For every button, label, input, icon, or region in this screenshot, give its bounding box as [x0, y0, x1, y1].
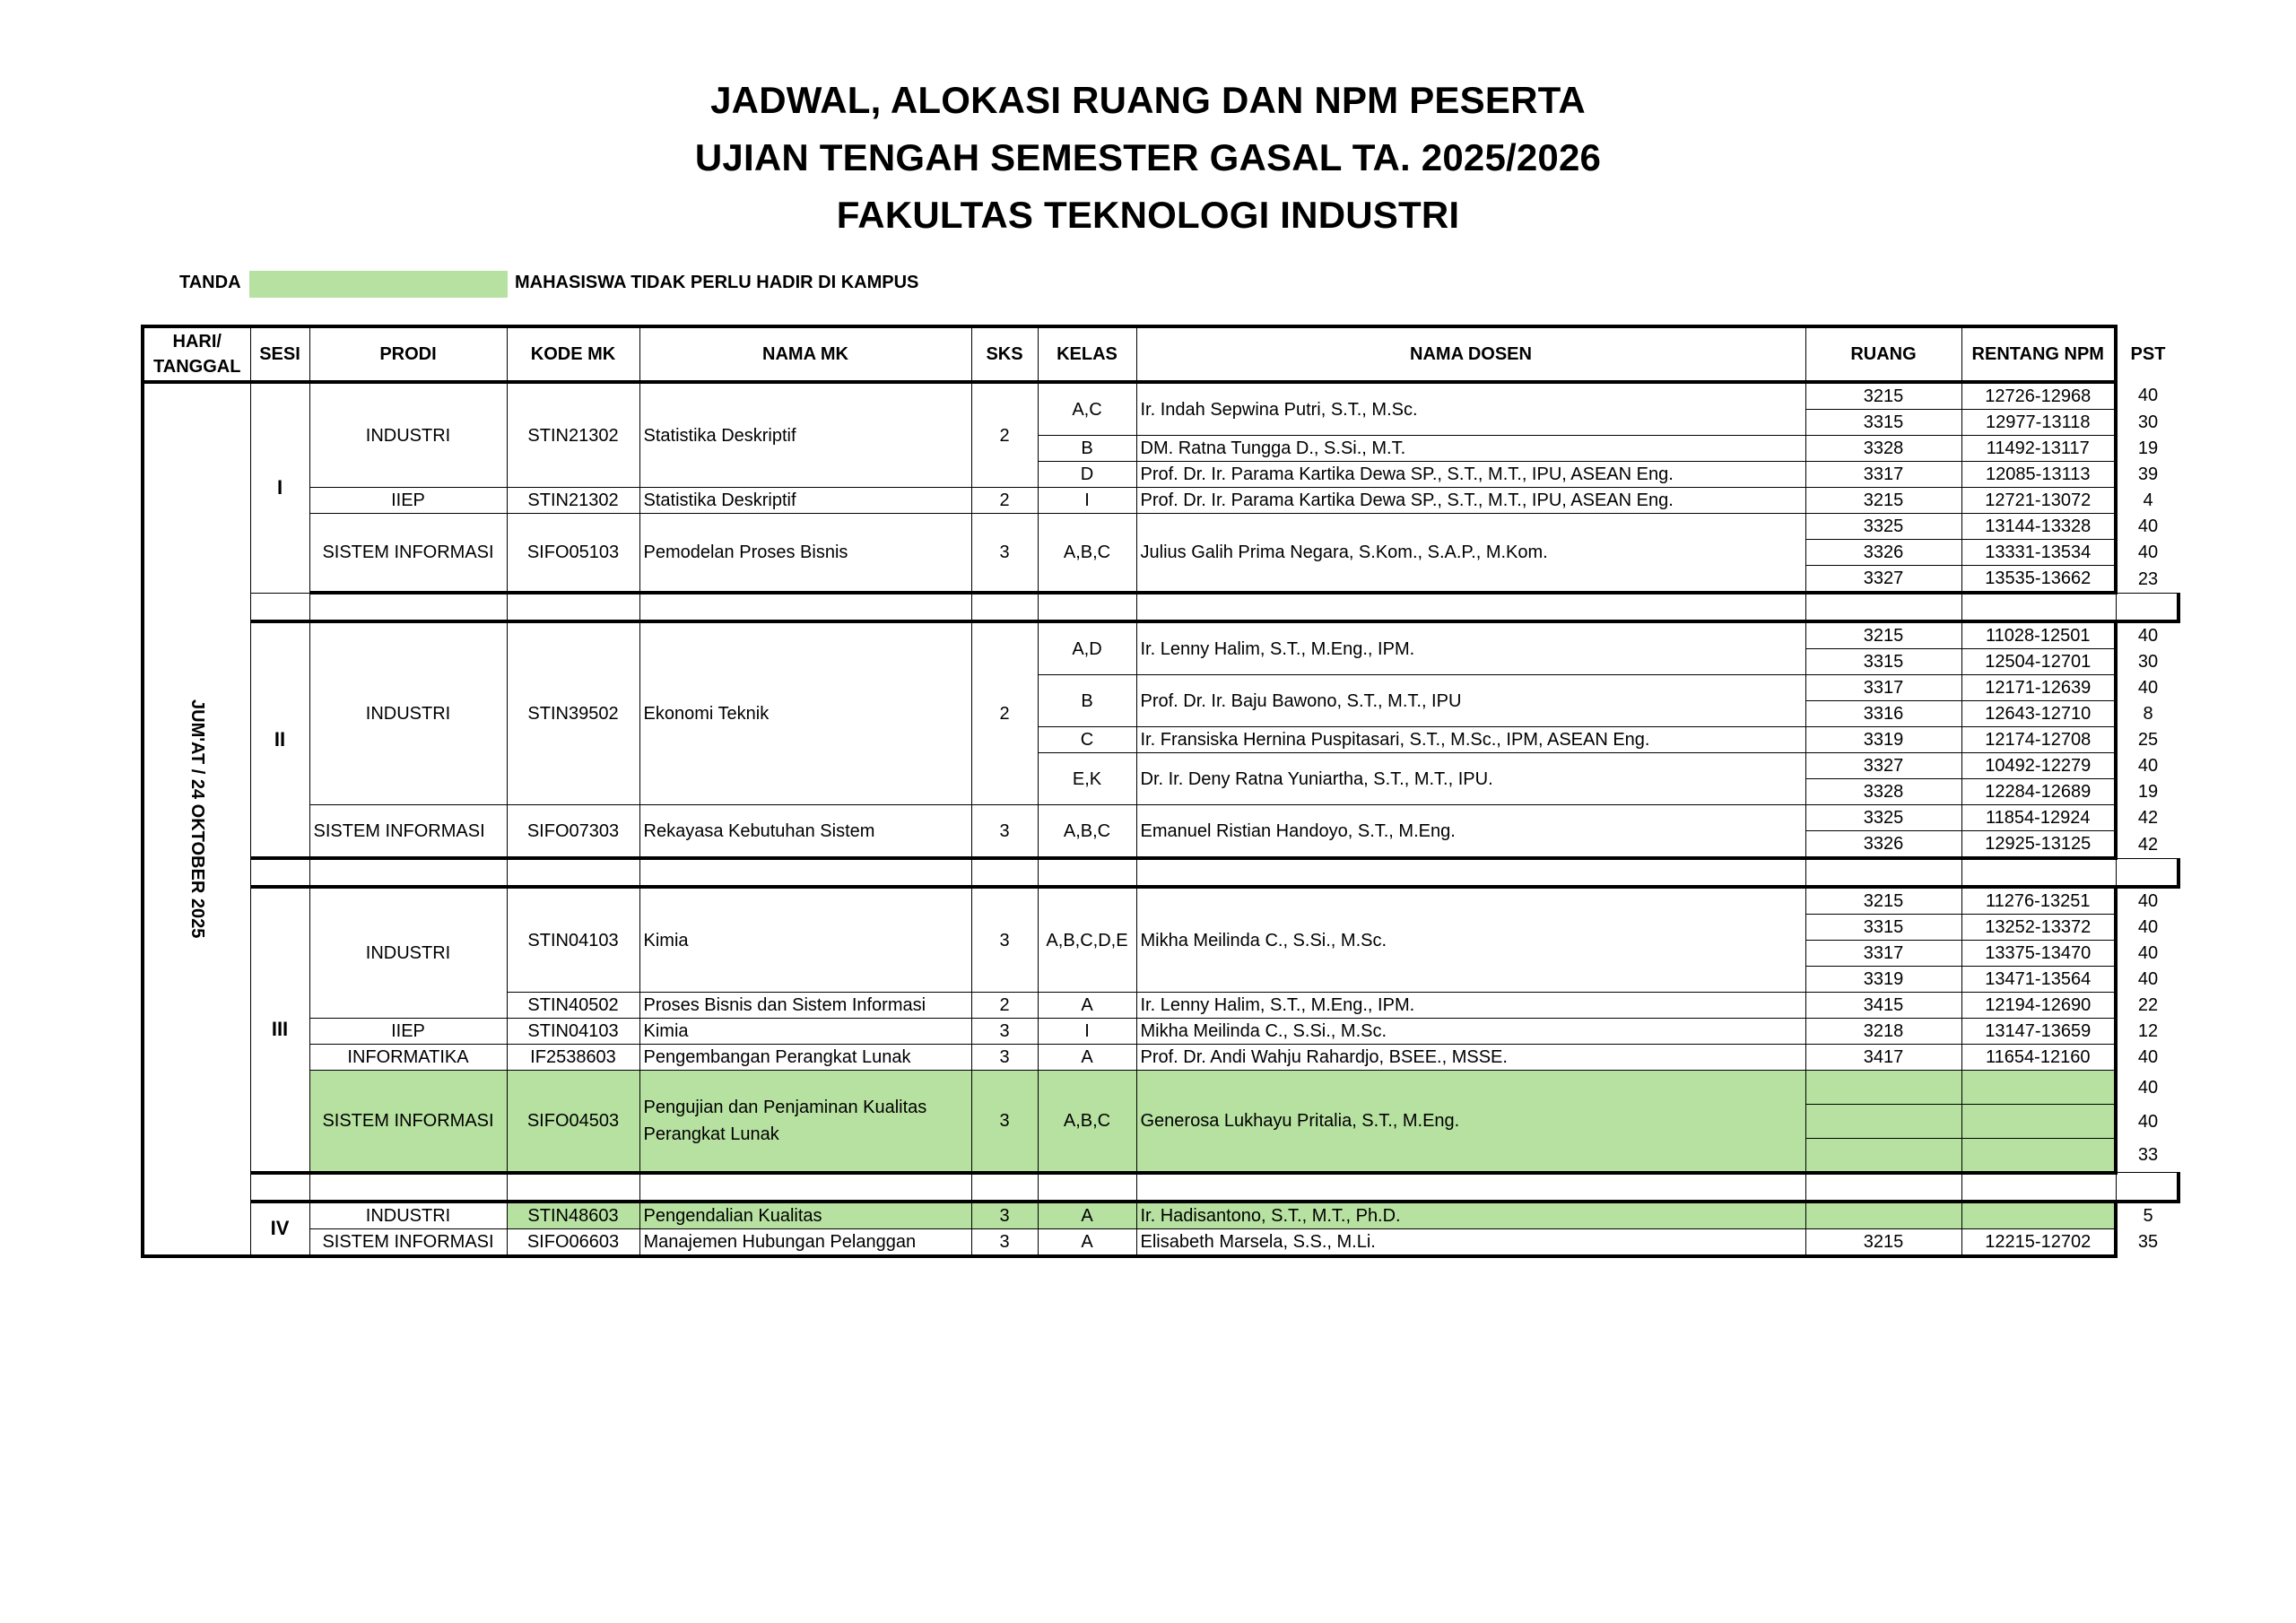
nama-mk-cell: Rekayasa Kebutuhan Sistem [639, 805, 971, 859]
pst-cell: 35 [2137, 1232, 2159, 1253]
sks-cell: 2 [971, 488, 1038, 514]
pst-cell: 40 [2137, 1111, 2159, 1132]
kelas-cell: A [1038, 1202, 1136, 1229]
page-title-line-1: JADWAL, ALOKASI RUANG DAN NPM PESERTA [710, 79, 1586, 121]
col-header-sesi: SESI [250, 326, 309, 382]
pst-cell: 39 [2137, 464, 2159, 484]
pst-cell: 40 [2137, 542, 2159, 562]
col-header-pst: PST [2130, 344, 2166, 364]
dosen-cell: Dr. Ir. Deny Ratna Yuniartha, S.T., M.T., IPU. [1136, 753, 1805, 805]
pst-cell: 40 [2137, 943, 2159, 963]
prodi-cell: IIEP [309, 488, 507, 514]
prodi-cell: SISTEM INFORMASI [309, 1228, 507, 1256]
prodi-cell: SISTEM INFORMASI [309, 514, 507, 594]
col-header-ruang: RUANG [1805, 326, 1961, 382]
kelas-cell: D [1038, 462, 1136, 488]
pst-cell: 40 [2137, 386, 2159, 406]
ruang-cell: 3215 [1805, 488, 1961, 514]
prodi-cell: INDUSTRI [309, 621, 507, 805]
ruang-cell: 3317 [1805, 675, 1961, 701]
npm-cell: 11028-12501 [1961, 621, 2116, 649]
kode-cell: SIFO04503 [507, 1071, 639, 1173]
ruang-cell: 3327 [1805, 753, 1961, 779]
kelas-cell: A,B,C,D,E [1038, 887, 1136, 993]
sks-cell: 3 [971, 1045, 1038, 1071]
legend-label: TANDA [179, 273, 241, 292]
kode-cell: STIN48603 [507, 1202, 639, 1229]
sesi-cell: II [250, 621, 309, 858]
kode-cell: STIN21302 [507, 488, 639, 514]
npm-cell: 11654-12160 [1961, 1045, 2116, 1071]
npm-cell: 12174-12708 [1961, 727, 2116, 753]
npm-cell: 12085-13113 [1961, 462, 2116, 488]
dosen-cell: Prof. Dr. Ir. Parama Kartika Dewa SP., S.T., M.T., IPU, ASEAN Eng. [1136, 488, 1805, 514]
prodi-cell: INFORMATIKA [309, 1045, 507, 1071]
ruang-cell: 3317 [1805, 941, 1961, 967]
kode-cell: IF2538603 [507, 1045, 639, 1071]
kode-cell: STIN04103 [507, 1019, 639, 1045]
pst-cell: 40 [2137, 678, 2159, 698]
ruang-cell [1805, 1105, 1961, 1139]
table-row [143, 887, 2189, 915]
dosen-cell: Ir. Indah Sepwina Putri, S.T., M.Sc. [1136, 382, 1805, 436]
dosen-cell: Prof. Dr. Andi Wahju Rahardjo, BSEE., MSSE. [1136, 1045, 1805, 1071]
col-header-sks: SKS [971, 326, 1038, 382]
dosen-cell: Ir. Fransiska Hernina Puspitasari, S.T., M.Sc., IPM, ASEAN Eng. [1136, 727, 1805, 753]
ruang-cell: 3319 [1805, 967, 1961, 993]
ruang-cell: 3315 [1805, 649, 1961, 675]
ruang-cell: 3315 [1805, 915, 1961, 941]
kelas-cell: I [1038, 488, 1136, 514]
ruang-cell: 3326 [1805, 831, 1961, 859]
dosen-cell: Elisabeth Marsela, S.S., M.Li. [1136, 1228, 1805, 1256]
day-cell: JUM'AT / 24 OKTOBER 2025 [143, 382, 250, 1256]
dosen-cell: Julius Galih Prima Negara, S.Kom., S.A.P., M.Kom. [1136, 514, 1805, 594]
kelas-cell: B [1038, 675, 1136, 727]
ruang-cell: 3218 [1805, 1019, 1961, 1045]
npm-cell: 13144-13328 [1961, 514, 2116, 540]
table-row [143, 1019, 2189, 1045]
nama-mk-cell: Statistika Deskriptif [639, 488, 971, 514]
npm-cell: 12504-12701 [1961, 649, 2116, 675]
ruang-cell: 3215 [1805, 1228, 1961, 1256]
nama-mk-cell: Manajemen Hubungan Pelanggan [639, 1228, 971, 1256]
ruang-cell [1805, 1071, 1961, 1105]
pst-cell: 4 [2143, 490, 2153, 510]
nama-mk-cell: Proses Bisnis dan Sistem Informasi [639, 993, 971, 1019]
sks-cell: 3 [971, 887, 1038, 993]
sks-cell: 3 [971, 514, 1038, 594]
npm-cell: 11276-13251 [1961, 887, 2116, 915]
schedule-table [141, 325, 2191, 1258]
table-row [143, 1202, 2189, 1229]
kelas-cell: A,B,C [1038, 1071, 1136, 1173]
kode-cell: STIN40502 [507, 993, 639, 1019]
kelas-cell: A,B,C [1038, 514, 1136, 594]
pst-cell: 40 [2137, 917, 2159, 937]
npm-cell: 13331-13534 [1961, 540, 2116, 566]
pst-cell: 40 [2137, 1077, 2159, 1098]
table-row [143, 1071, 2189, 1105]
nama-mk-cell: Ekonomi Teknik [639, 621, 971, 805]
sks-cell: 3 [971, 1202, 1038, 1229]
pst-cell: 23 [2137, 568, 2159, 589]
pst-cell: 40 [2137, 969, 2159, 989]
kode-cell: STIN39502 [507, 621, 639, 805]
npm-cell: 13375-13470 [1961, 941, 2116, 967]
pst-cell: 8 [2143, 704, 2153, 724]
kode-cell: SIFO06603 [507, 1228, 639, 1256]
kode-cell: STIN04103 [507, 887, 639, 993]
ruang-cell: 3317 [1805, 462, 1961, 488]
table-row [143, 805, 2189, 831]
pst-cell: 30 [2137, 652, 2159, 672]
npm-cell [1961, 1105, 2116, 1139]
dosen-cell: Generosa Lukhayu Pritalia, S.T., M.Eng. [1136, 1071, 1805, 1173]
npm-cell: 12194-12690 [1961, 993, 2116, 1019]
kelas-cell: A [1038, 1228, 1136, 1256]
ruang-cell: 3417 [1805, 1045, 1961, 1071]
prodi-cell: SISTEM INFORMASI [309, 1071, 507, 1173]
dosen-cell: Mikha Meilinda C., S.Si., M.Sc. [1136, 887, 1805, 993]
ruang-cell: 3328 [1805, 436, 1961, 462]
legend-text: MAHASISWA TIDAK PERLU HADIR DI KAMPUS [515, 273, 919, 292]
kelas-cell: I [1038, 1019, 1136, 1045]
col-header-dosen: NAMA DOSEN [1136, 326, 1805, 382]
page-title-line-3: FAKULTAS TEKNOLOGI INDUSTRI [836, 194, 1460, 236]
prodi-cell: SISTEM INFORMASI [309, 805, 507, 859]
sks-cell: 3 [971, 1228, 1038, 1256]
col-header-hari: HARI/ TANGGAL [143, 326, 250, 382]
npm-cell: 13252-13372 [1961, 915, 2116, 941]
kelas-cell: B [1038, 436, 1136, 462]
pst-cell: 40 [2137, 891, 2159, 912]
pst-cell: 40 [2137, 756, 2159, 776]
col-header-kode: KODE MK [507, 326, 639, 382]
pst-cell: 19 [2137, 782, 2159, 802]
col-header-prodi: PRODI [309, 326, 507, 382]
sks-cell: 3 [971, 805, 1038, 859]
col-header-nama-mk: NAMA MK [639, 326, 971, 382]
col-header-kelas: KELAS [1038, 326, 1136, 382]
kode-cell: STIN21302 [507, 382, 639, 488]
spacer-row [143, 858, 2189, 887]
table-row [143, 514, 2189, 540]
ruang-cell: 3327 [1805, 566, 1961, 594]
ruang-cell [1805, 1202, 1961, 1229]
ruang-cell: 3215 [1805, 621, 1961, 649]
pst-cell: 33 [2137, 1145, 2159, 1166]
pst-cell: 25 [2137, 730, 2159, 750]
kelas-cell: E,K [1038, 753, 1136, 805]
npm-cell: 12726-12968 [1961, 382, 2116, 410]
npm-cell [1961, 1202, 2116, 1229]
dosen-cell: Ir. Lenny Halim, S.T., M.Eng., IPM. [1136, 993, 1805, 1019]
kelas-cell: A,B,C [1038, 805, 1136, 859]
ruang-cell: 3325 [1805, 805, 1961, 831]
sks-cell: 2 [971, 621, 1038, 805]
sks-cell: 2 [971, 993, 1038, 1019]
prodi-cell: IIEP [309, 1019, 507, 1045]
ruang-cell: 3328 [1805, 779, 1961, 805]
nama-mk-cell: Pengembangan Perangkat Lunak [639, 1045, 971, 1071]
pst-cell: 42 [2137, 834, 2159, 855]
kelas-cell: A [1038, 1045, 1136, 1071]
pst-cell: 30 [2137, 412, 2159, 432]
page-title-line-2: UJIAN TENGAH SEMESTER GASAL TA. 2025/2026 [694, 136, 1602, 178]
pst-cell: 42 [2137, 808, 2159, 828]
ruang-cell: 3315 [1805, 410, 1961, 436]
spacer-row [143, 593, 2189, 621]
npm-cell: 12215-12702 [1961, 1228, 2116, 1256]
npm-cell: 13471-13564 [1961, 967, 2116, 993]
kode-cell: SIFO07303 [507, 805, 639, 859]
npm-cell: 12643-12710 [1961, 701, 2116, 727]
table-row [143, 1045, 2189, 1071]
npm-cell: 12171-12639 [1961, 675, 2116, 701]
npm-cell [1961, 1139, 2116, 1173]
ruang-cell: 3415 [1805, 993, 1961, 1019]
npm-cell: 12284-12689 [1961, 779, 2116, 805]
ruang-cell: 3325 [1805, 514, 1961, 540]
kode-cell: SIFO05103 [507, 514, 639, 594]
dosen-cell: Mikha Meilinda C., S.Si., M.Sc. [1136, 1019, 1805, 1045]
ruang-cell: 3319 [1805, 727, 1961, 753]
table-row [143, 488, 2189, 514]
npm-cell: 12721-13072 [1961, 488, 2116, 514]
table-row [143, 382, 2189, 410]
pst-cell: 40 [2137, 516, 2159, 536]
ruang-cell: 3316 [1805, 701, 1961, 727]
spacer-row [143, 1173, 2189, 1202]
dosen-cell: Prof. Dr. Ir. Baju Bawono, S.T., M.T., IPU [1136, 675, 1805, 727]
table-row [143, 1228, 2189, 1256]
npm-cell: 13147-13659 [1961, 1019, 2116, 1045]
sks-cell: 3 [971, 1071, 1038, 1173]
npm-cell: 10492-12279 [1961, 753, 2116, 779]
dosen-cell: DM. Ratna Tungga D., S.Si., M.T. [1136, 436, 1805, 462]
pst-cell: 40 [2137, 626, 2159, 647]
sks-cell: 3 [971, 1019, 1038, 1045]
nama-mk-cell: Kimia [639, 887, 971, 993]
sesi-cell: III [250, 887, 309, 1173]
nama-mk-cell: Statistika Deskriptif [639, 382, 971, 488]
ruang-cell: 3215 [1805, 887, 1961, 915]
sesi-cell: I [250, 382, 309, 593]
npm-cell [1961, 1071, 2116, 1105]
pst-cell: 40 [2137, 1047, 2159, 1067]
dosen-cell: Prof. Dr. Ir. Parama Kartika Dewa SP., S.T., M.T., IPU, ASEAN Eng. [1136, 462, 1805, 488]
ruang-cell: 3215 [1805, 382, 1961, 410]
npm-cell: 11492-13117 [1961, 436, 2116, 462]
kelas-cell: C [1038, 727, 1136, 753]
nama-mk-cell: Pemodelan Proses Bisnis [639, 514, 971, 594]
prodi-cell: INDUSTRI [309, 887, 507, 1019]
pst-cell: 22 [2137, 995, 2159, 1015]
legend-swatch [249, 271, 508, 298]
dosen-cell: Ir. Lenny Halim, S.T., M.Eng., IPM. [1136, 621, 1805, 675]
ruang-cell [1805, 1139, 1961, 1173]
npm-cell: 11854-12924 [1961, 805, 2116, 831]
nama-mk-cell: Kimia [639, 1019, 971, 1045]
ruang-cell: 3326 [1805, 540, 1961, 566]
npm-cell: 12977-13118 [1961, 410, 2116, 436]
prodi-cell: INDUSTRI [309, 1202, 507, 1229]
dosen-cell: Emanuel Ristian Handoyo, S.T., M.Eng. [1136, 805, 1805, 859]
col-header-npm: RENTANG NPM [1961, 326, 2116, 382]
npm-cell: 13535-13662 [1961, 566, 2116, 594]
nama-mk-cell: Pengujian dan Penjaminan Kualitas Perangkat Lunak [639, 1071, 971, 1173]
header-row [143, 326, 2189, 382]
table-row [143, 621, 2189, 649]
kelas-cell: A [1038, 993, 1136, 1019]
pst-cell: 19 [2137, 438, 2159, 458]
pst-cell: 5 [2143, 1205, 2153, 1226]
dosen-cell: Ir. Hadisantono, S.T., M.T., Ph.D. [1136, 1202, 1805, 1229]
nama-mk-cell: Pengendalian Kualitas [639, 1202, 971, 1229]
sks-cell: 2 [971, 382, 1038, 488]
kelas-cell: A,D [1038, 621, 1136, 675]
npm-cell: 12925-13125 [1961, 831, 2116, 859]
kelas-cell: A,C [1038, 382, 1136, 436]
pst-cell: 12 [2137, 1021, 2159, 1041]
sesi-cell: IV [250, 1202, 309, 1256]
prodi-cell: INDUSTRI [309, 382, 507, 488]
